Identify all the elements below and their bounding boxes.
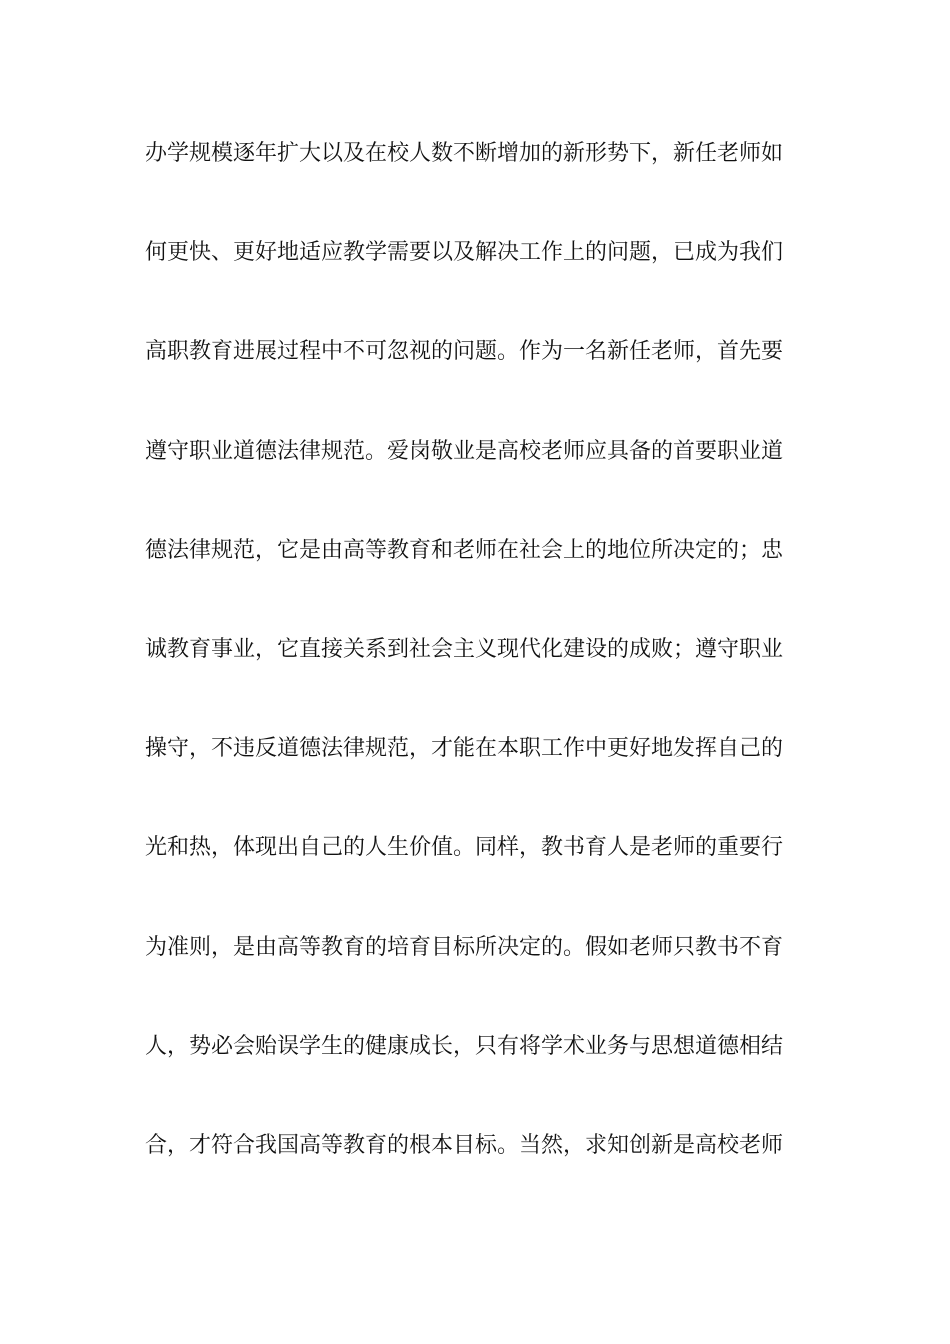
text-line: 办学规模逐年扩大以及在校人数不断增加的新形势下，新任老师如 [145, 141, 784, 166]
text-line: 诚教育事业，它直接关系到社会主义现代化建设的成败；遵守职业 [145, 636, 784, 662]
text-line: 遵守职业道德法律规范。爱岗敬业是高校老师应具备的首要职业道 [145, 438, 784, 464]
text-line: 为准则，是由高等教育的培育目标所决定的。假如老师只教书不育 [145, 934, 784, 960]
body-text [145, 130, 815, 1221]
text-line: 高职教育进展过程中不可忽视的问题。作为一名新任老师，首先要 [145, 339, 784, 365]
text-line: 操守，不违反道德法律规范，才能在本职工作中更好地发挥自己的 [145, 736, 784, 762]
text-line: 德法律规范，它是由高等教育和老师在社会上的地位所决定的；忠 [145, 537, 784, 563]
text-line: 合，才符合我国高等教育的根本目标。当然，求知创新是高校老师 [145, 1132, 784, 1158]
text-line: 光和热，体现出自己的人生价值。同样，教书育人是老师的重要行 [145, 835, 784, 861]
text-line: 人，势必会贻误学生的健康成长，只有将学术业务与思想道德相结 [145, 1033, 784, 1059]
text-line: 何更快、更好地适应教学需要以及解决工作上的问题，已成为我们 [145, 240, 784, 266]
